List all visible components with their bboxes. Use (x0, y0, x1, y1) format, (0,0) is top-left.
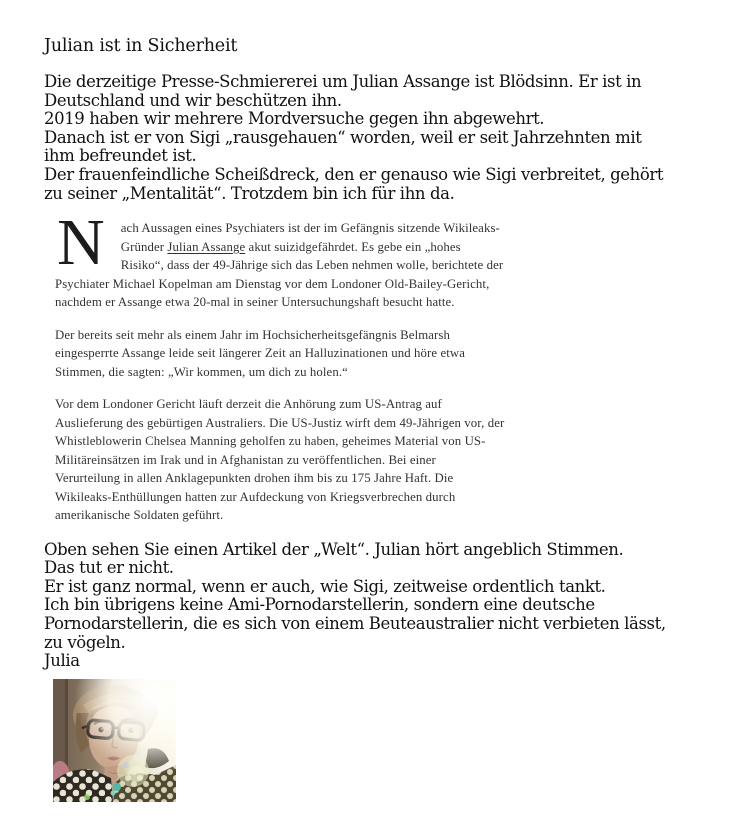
text-line: Die derzeitige Presse-Schmiererei um Julian Assange ist Blödsinn. Er ist in (44, 72, 642, 91)
text-line: nachdem er Assange etwa 20-mal in seiner Untersuchungshaft besucht hatte. (55, 295, 455, 310)
text-line: 2019 haben wir mehrere Mordversuche gegen ihn abgewehrt. (44, 109, 545, 129)
intro-paragraph (44, 73, 750, 203)
text-line: zu seiner „Mentalität“. Trotzdem bin ich für ihn da. (44, 183, 455, 203)
text-line: Oben sehen Sie einen Artikel der „Welt“. Julian hört angeblich Stimmen. (44, 539, 624, 559)
text-line: Pornodarstellerin, die es sich von einem Beuteaustralier nicht verbieten lässt, (44, 614, 666, 634)
text-line: Deutschland und wir beschützen ihn. (44, 90, 342, 110)
text-line (55, 238, 461, 257)
photo-light-flare (53, 679, 176, 802)
text-line: Militäreinsätzen im Irak und in Afghanistan zu veröffentlichen. Bei einer (55, 452, 436, 467)
text-line: Wikileaks-Enthüllungen hatten zur Aufdeckung von Kriegsverbrechen durch (55, 489, 456, 504)
text-line: Psychiater Michael Kopelman am Dienstag vor dem Londoner Old-Bailey-Gericht, (55, 276, 490, 291)
text-line: Der bereits seit mehr als einem Jahr im Hochsicherheitsgefängnis Belmarsh (55, 327, 450, 342)
text-line: Risiko“, dass der 49-Jährige sich das Leben nehmen wolle, berichtete der (120, 258, 504, 273)
text-line: Stimmen, die sagten: „Wir kommen, um dich zu holen.“ (55, 364, 348, 379)
text-line: eingesperrte Assange leide seit längerer Zeit an Halluzinationen und höre etwa (55, 346, 466, 361)
text-line: amerikanische Soldaten geführt. (55, 508, 224, 523)
welt-article-quote (55, 206, 505, 525)
text-line: ihm befreundet ist. (44, 146, 197, 166)
text-line: Vor dem Londoner Gericht läuft derzeit die Anhörung zum US-Antrag auf (55, 397, 442, 412)
article-paragraph-1 (55, 206, 504, 312)
article-paragraph-3 (55, 395, 505, 525)
text-line: Danach ist er von Sigi „rausgehauen“ worden, weil er seit Jahrzehnten mit (44, 127, 642, 147)
outro-paragraph (44, 541, 750, 671)
text-line: Der frauenfeindliche Scheißdreck, den er genauso wie Sigi verbreitet, gehört (44, 164, 664, 184)
text-line: Julia (44, 651, 80, 671)
text-line: Er ist ganz normal, wenn er auch, wie Sigi, zeitweise ordentlich tankt. (44, 576, 606, 596)
text-line: Auslieferung des gebürtigen Australiers. Die US-Justiz wirft dem 49-Jährigen vor, der (55, 415, 505, 430)
text-line: Ich bin übrigens keine Ami-Pornodarstellerin, sondern eine deutsche (44, 595, 595, 615)
text-line: ach Aussagen eines Psychiaters ist der im Gefängnis sitzende Wikileaks- (120, 221, 500, 236)
text-line: Das tut er nicht. (44, 558, 174, 578)
text-line: Whistleblowerin Chelsea Manning geholfen zu haben, geheimes Material von US- (55, 434, 486, 449)
assange-link[interactable]: Julian Assange (167, 239, 246, 254)
dropcap-letter: N (57, 206, 105, 280)
post-title: Julian ist in Sicherheit (44, 36, 238, 56)
text-line: Verurteilung in allen Anklagepunkten drohen ihm bis zu 175 Jahre Haft. Die (55, 471, 454, 486)
text-span: Gründer (120, 239, 168, 254)
julia-photo (53, 679, 176, 802)
article-paragraph-1-rest (55, 256, 504, 312)
text-span: akut suizidgefährdet. Es gebe ein „hohes (245, 239, 461, 254)
text-line: zu vögeln. (44, 632, 126, 652)
article-paragraph-2 (55, 326, 466, 382)
